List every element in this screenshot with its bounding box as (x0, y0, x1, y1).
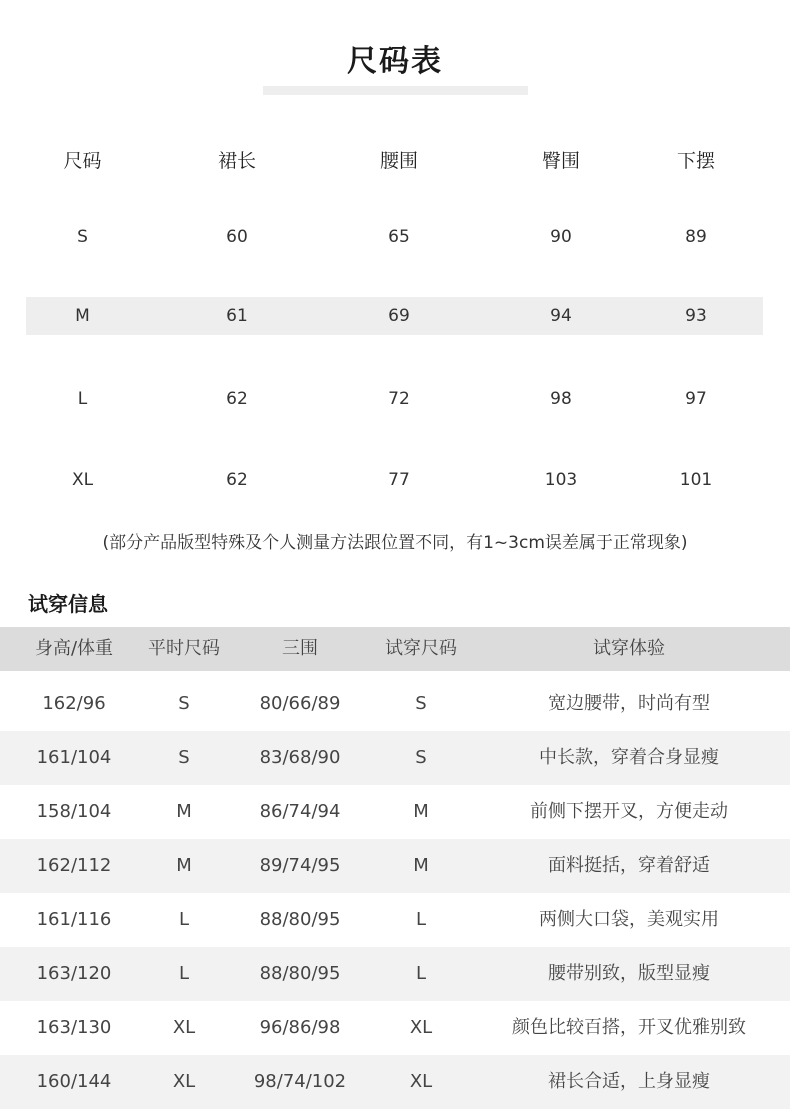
header-height-weight: 身高/体重 (34, 638, 114, 659)
cell-skirt-length: 61 (226, 306, 248, 326)
cell-hem: 89 (685, 227, 707, 247)
cell-tried-size: L (415, 909, 427, 930)
header-size: 尺码 (63, 150, 102, 172)
table-row (0, 1001, 790, 1055)
cell-tried-size: L (415, 963, 427, 984)
cell-size: S (77, 227, 88, 247)
cell-measurements: 96/86/98 (259, 1017, 341, 1038)
cell-measurements: 88/80/95 (259, 909, 341, 930)
cell-experience: 腰带别致，版型显瘦 (548, 963, 710, 984)
table-row (0, 785, 790, 839)
cell-height-weight: 162/112 (36, 855, 112, 876)
header-hip: 臀围 (541, 150, 580, 172)
cell-waist: 65 (388, 227, 410, 247)
cell-height-weight: 163/120 (36, 963, 112, 984)
tryon-table-header (0, 627, 790, 671)
cell-tried-size: M (413, 801, 429, 822)
header-waist: 腰围 (379, 150, 418, 172)
size-table-header (26, 142, 763, 180)
cell-size: XL (71, 470, 94, 490)
cell-waist: 69 (388, 306, 410, 326)
cell-skirt-length: 62 (226, 389, 248, 409)
cell-size: M (75, 306, 90, 326)
header-tried-size: 试穿尺码 (385, 638, 457, 659)
cell-usual-size: S (178, 747, 190, 768)
cell-experience: 颜色比较百搭，开叉优雅别致 (512, 1017, 746, 1038)
table-row (26, 461, 763, 499)
cell-height-weight: 162/96 (42, 693, 106, 714)
cell-skirt-length: 62 (226, 470, 248, 490)
page-title: 尺码表 (347, 44, 443, 79)
cell-hip: 94 (550, 306, 572, 326)
header-measurements: 三围 (282, 638, 318, 659)
cell-waist: 77 (388, 470, 410, 490)
cell-hem: 93 (685, 306, 707, 326)
cell-tried-size: M (413, 855, 429, 876)
cell-waist: 72 (388, 389, 410, 409)
cell-measurements: 98/74/102 (253, 1071, 347, 1092)
cell-height-weight: 160/144 (36, 1071, 112, 1092)
cell-hem: 101 (679, 470, 713, 490)
cell-usual-size: L (178, 963, 190, 984)
cell-measurements: 89/74/95 (259, 855, 341, 876)
cell-usual-size: M (176, 855, 192, 876)
cell-measurements: 80/66/89 (259, 693, 341, 714)
cell-measurements: 83/68/90 (259, 747, 341, 768)
cell-tried-size: XL (409, 1017, 433, 1038)
table-row (0, 731, 790, 785)
cell-size: L (77, 389, 88, 409)
cell-usual-size: XL (172, 1017, 196, 1038)
title-underline (263, 86, 528, 95)
cell-tried-size: S (415, 747, 427, 768)
cell-usual-size: L (178, 909, 190, 930)
cell-skirt-length: 60 (226, 227, 248, 247)
table-row (0, 839, 790, 893)
cell-tried-size: S (415, 693, 427, 714)
cell-usual-size: XL (172, 1071, 196, 1092)
measurement-note: (部分产品版型特殊及个人测量方法跟位置不同，有1~3cm误差属于正常现象) (102, 533, 688, 553)
header-experience: 试穿体验 (593, 638, 665, 659)
cell-height-weight: 158/104 (36, 801, 112, 822)
table-row (0, 677, 790, 731)
cell-usual-size: M (176, 801, 192, 822)
cell-experience: 面料挺括，穿着舒适 (548, 855, 710, 876)
table-row (0, 947, 790, 1001)
table-row (26, 297, 763, 335)
table-row (26, 380, 763, 418)
cell-hip: 98 (550, 389, 572, 409)
cell-height-weight: 161/116 (36, 909, 112, 930)
table-row (26, 218, 763, 256)
cell-usual-size: S (178, 693, 190, 714)
cell-hem: 97 (685, 389, 707, 409)
tryon-section-title: 试穿信息 (28, 592, 108, 616)
cell-tried-size: XL (409, 1071, 433, 1092)
cell-experience: 两侧大口袋，美观实用 (539, 909, 719, 930)
cell-experience: 中长款，穿着合身显瘦 (539, 747, 719, 768)
cell-hip: 90 (550, 227, 572, 247)
header-hem: 下摆 (676, 150, 715, 172)
cell-experience: 裙长合适，上身显瘦 (548, 1071, 710, 1092)
cell-height-weight: 161/104 (36, 747, 112, 768)
cell-experience: 宽边腰带，时尚有型 (548, 693, 710, 714)
header-usual-size: 平时尺码 (148, 638, 220, 659)
header-skirt-length: 裙长 (217, 150, 256, 172)
cell-measurements: 86/74/94 (259, 801, 341, 822)
table-row (0, 1055, 790, 1109)
cell-experience: 前侧下摆开叉，方便走动 (530, 801, 728, 822)
cell-measurements: 88/80/95 (259, 963, 341, 984)
cell-hip: 103 (544, 470, 578, 490)
cell-height-weight: 163/130 (36, 1017, 112, 1038)
table-row (0, 893, 790, 947)
